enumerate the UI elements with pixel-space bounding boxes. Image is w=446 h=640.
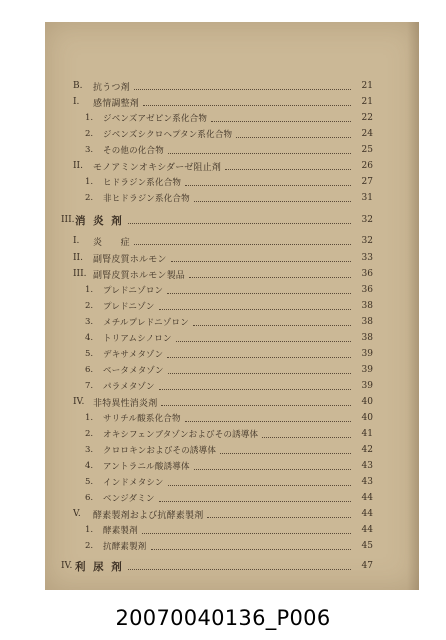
toc-entry-page: 44: [361, 525, 373, 535]
toc-dot-leader: [143, 104, 351, 106]
toc-entry: [85, 474, 373, 490]
toc-entry-number: 4.: [85, 461, 94, 471]
toc-entry-number: II.: [73, 253, 83, 263]
toc-entry-title: ベンジダミン: [103, 494, 155, 504]
toc-dot-leader: [185, 420, 351, 422]
toc-dot-leader: [185, 184, 351, 186]
toc-entry: [85, 538, 373, 554]
toc-entry-title: アントラニル酸誘導体: [103, 462, 190, 472]
toc-entry: [73, 158, 373, 174]
toc-entry-title: パラメタゾン: [103, 382, 155, 392]
toc-entry: [85, 190, 373, 206]
toc-dot-leader: [142, 532, 351, 534]
toc-entry-title: 副腎皮質ホルモン製品: [93, 270, 186, 281]
toc-dot-leader: [134, 243, 351, 245]
toc-entry-title: 非特異性消炎剤: [93, 398, 158, 409]
toc-entry-page: 40: [361, 397, 373, 407]
toc-entry: [73, 394, 373, 410]
toc-entry-title: 抗うつ剤: [93, 82, 130, 93]
toc-entry-title: ジベンズシクロヘプタン系化合物: [103, 130, 233, 140]
toc-entry-title: ジベンズアゼピン系化合物: [103, 114, 208, 124]
toc-dot-leader: [189, 276, 351, 278]
toc-entry: [85, 174, 373, 190]
toc-entry-number: 1.: [85, 413, 94, 423]
toc-entry-title: 副腎皮質ホルモン: [93, 254, 167, 265]
toc-entry-page: 44: [361, 493, 373, 503]
toc-entry: [73, 506, 373, 522]
toc-entry-title: ヒドラジン系化合物: [103, 178, 182, 188]
toc-dot-leader: [194, 468, 351, 470]
toc-dot-leader: [220, 452, 351, 454]
toc-entry-page: 31: [361, 193, 373, 203]
toc-entry-page: 21: [361, 97, 373, 107]
toc-entry-page: 26: [361, 161, 373, 171]
toc-entry: [85, 314, 373, 330]
toc-entry-number: 3.: [85, 145, 94, 155]
toc-entry-number: 2.: [85, 541, 94, 551]
toc-entry-page: 40: [361, 413, 373, 423]
toc-entry-number: 2.: [85, 301, 94, 311]
toc-entry-title: オキシフェンブタゾンおよびその誘導体: [103, 430, 259, 440]
toc-dot-leader: [236, 136, 351, 138]
toc-entry-title: 消 炎 剤: [75, 214, 124, 227]
toc-dot-leader: [151, 548, 351, 550]
toc-entry: [61, 212, 373, 228]
toc-entry-number: 7.: [85, 381, 94, 391]
toc-entry-number: I.: [73, 236, 80, 246]
toc-entry-page: 42: [361, 445, 373, 455]
toc-entry-number: 6.: [85, 365, 94, 375]
toc-entry-page: 24: [361, 129, 373, 139]
toc-entry-number: III.: [61, 215, 75, 225]
toc-dot-leader: [193, 324, 351, 326]
toc-entry-title: デキサメタゾン: [103, 350, 164, 360]
toc-entry-title: 利 尿 剤: [75, 560, 124, 573]
toc-dot-leader: [171, 260, 351, 262]
toc-entry-page: 22: [361, 113, 373, 123]
toc-entry-title: 感情調整剤: [93, 98, 140, 109]
toc-entry: [73, 233, 373, 249]
toc-entry: [85, 522, 373, 538]
toc-dot-leader: [159, 308, 351, 310]
toc-entry-title: モノアミンオキシダーゼ阻止剤: [93, 162, 222, 173]
toc-entry-number: 6.: [85, 493, 94, 503]
toc-entry-page: 39: [361, 381, 373, 391]
toc-entry-title: プレドニゾン: [103, 302, 155, 312]
toc-entry-number: I.: [73, 97, 80, 107]
toc-entry-title: インドメタシン: [103, 478, 164, 488]
toc-entry: [85, 458, 373, 474]
toc-entry: [73, 94, 373, 110]
toc-entry: [85, 362, 373, 378]
toc-dot-leader: [167, 292, 351, 294]
toc-entry-page: 32: [361, 236, 373, 246]
toc-entry-number: 1.: [85, 525, 94, 535]
toc-dot-leader: [168, 484, 351, 486]
toc-dot-leader: [168, 372, 351, 374]
toc-dot-leader: [176, 340, 351, 342]
image-caption: 20070040136_P006: [115, 606, 331, 630]
toc-entry-page: 33: [361, 253, 373, 263]
toc-entry-title: 抗酵素製剤: [103, 542, 147, 552]
toc-entry: [85, 426, 373, 442]
toc-entry: [85, 126, 373, 142]
toc-dot-leader: [159, 388, 351, 390]
toc-entry-page: 27: [361, 177, 373, 187]
toc-entry-title: その他の化合物: [103, 146, 164, 156]
toc-entry-title: ベータメタゾン: [103, 366, 164, 376]
toc-dot-leader: [161, 404, 351, 406]
toc-entry-number: 4.: [85, 333, 94, 343]
toc-entry-page: 32: [361, 215, 373, 225]
toc-entry-page: 25: [361, 145, 373, 155]
toc-entry-number: 5.: [85, 477, 94, 487]
toc-entry: [85, 490, 373, 506]
toc-entry-title: 非ヒドラジン系化合物: [103, 194, 190, 204]
toc-entry-title: プレドニゾロン: [103, 286, 164, 296]
toc-entry-number: 1.: [85, 177, 94, 187]
toc-entry: [85, 378, 373, 394]
toc-entry-number: 1.: [85, 113, 94, 123]
toc-entry-title: トリアムシノロン: [103, 334, 172, 344]
toc-entry-page: 47: [361, 561, 373, 571]
toc-entry-title: サリチル酸系化合物: [103, 414, 181, 424]
toc-entry-page: 43: [361, 461, 373, 471]
toc-entry: [85, 346, 373, 362]
toc-entry: [85, 330, 373, 346]
toc-entry: [85, 442, 373, 458]
toc-dot-leader: [211, 120, 351, 122]
toc-entry-page: 21: [361, 81, 373, 91]
toc-entry: [73, 266, 373, 282]
toc-dot-leader: [207, 516, 351, 518]
toc-entry: [85, 110, 373, 126]
toc-entry-title: 炎 症: [93, 237, 130, 248]
toc-entry: [85, 282, 373, 298]
toc-entry-title: クロロキンおよびその誘導体: [103, 446, 217, 456]
toc-entry-title: 酵素製剤および抗酵素製剤: [93, 510, 204, 521]
toc-entry-title: 酵素製剤: [103, 526, 138, 536]
toc-entry-page: 39: [361, 365, 373, 375]
toc-entry-number: III.: [73, 269, 87, 279]
toc-entry-number: 2.: [85, 129, 94, 139]
toc-entry-title: メチルプレドニゾロン: [103, 318, 189, 328]
toc-dot-leader: [225, 168, 351, 170]
page-edge-shadow: [407, 22, 419, 590]
toc-entry-number: IV.: [61, 561, 73, 571]
toc-entry: [85, 410, 373, 426]
toc-dot-leader: [128, 568, 351, 570]
toc-entry-page: 39: [361, 349, 373, 359]
toc-dot-leader: [134, 88, 351, 90]
toc-entry: [61, 558, 373, 574]
toc-entry-number: II.: [73, 161, 83, 171]
toc-entry-number: 5.: [85, 349, 94, 359]
toc-entry: [73, 250, 373, 266]
toc-entry-number: 2.: [85, 193, 94, 203]
toc-dot-leader: [159, 500, 351, 502]
toc-entry-page: 36: [361, 269, 373, 279]
toc-entry-page: 44: [361, 509, 373, 519]
toc-entry-page: 43: [361, 477, 373, 487]
toc-entry-number: B.: [73, 81, 83, 91]
toc-entry-page: 38: [361, 301, 373, 311]
toc-entry-number: IV.: [73, 397, 85, 407]
toc-dot-leader: [128, 222, 351, 224]
toc-entry-number: 1.: [85, 285, 94, 295]
toc-dot-leader: [194, 200, 351, 202]
toc-entry-page: 36: [361, 285, 373, 295]
toc-entry-number: 2.: [85, 429, 94, 439]
toc-entry-number: 3.: [85, 317, 94, 327]
toc-entry-number: 3.: [85, 445, 94, 455]
toc-entry-page: 41: [361, 429, 373, 439]
toc-dot-leader: [262, 436, 351, 438]
toc-entry: [85, 298, 373, 314]
toc-dot-leader: [168, 152, 351, 154]
toc-entry-page: 45: [361, 541, 373, 551]
toc-entry-page: 38: [361, 317, 373, 327]
toc-entry: [73, 78, 373, 94]
toc-dot-leader: [167, 356, 351, 358]
toc-entry-page: 38: [361, 333, 373, 343]
toc-entry-number: V.: [73, 509, 81, 519]
toc-entry: [85, 142, 373, 158]
